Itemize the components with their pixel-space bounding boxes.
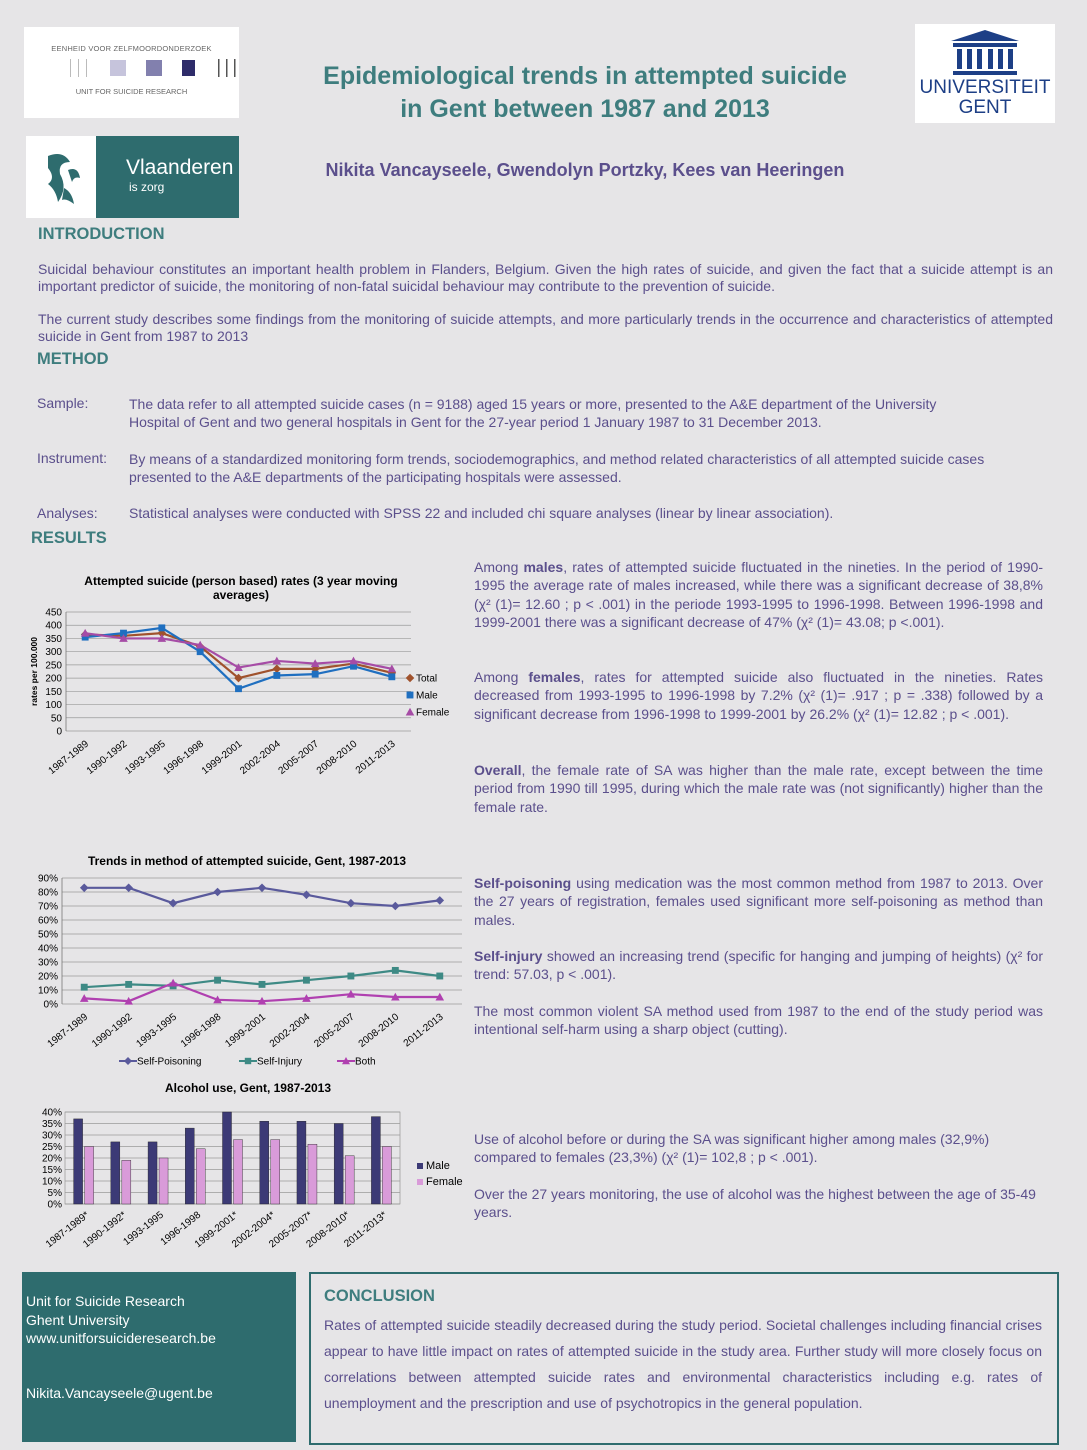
x-tick-label: 2011-2013 xyxy=(353,738,398,777)
bar-female xyxy=(308,1144,317,1204)
legend-label: Self-Injury xyxy=(257,1056,303,1068)
legend-label: Total xyxy=(416,673,438,685)
x-tick-label: 1996-1998 xyxy=(158,1209,204,1248)
results-males xyxy=(474,558,1043,631)
legend-label: Both xyxy=(355,1056,376,1068)
title-line2: in Gent between 1987 and 2013 xyxy=(400,95,770,123)
bar-female xyxy=(271,1140,280,1204)
method-heading: METHOD xyxy=(37,350,109,368)
temple-icon xyxy=(951,30,1019,76)
data-point-self-poisoning xyxy=(391,902,400,911)
results-females xyxy=(474,668,1043,723)
x-tick-label: 1996-1998 xyxy=(161,738,207,777)
legend-label: Self-Poisoning xyxy=(137,1056,202,1068)
bar-male xyxy=(74,1119,83,1204)
x-tick-label: 2005-2007 xyxy=(276,738,322,777)
vlaanderen-subword: is zorg xyxy=(129,180,165,194)
data-point-self-poisoning xyxy=(124,884,133,893)
legend-label: Female xyxy=(416,707,450,719)
bar-female xyxy=(159,1158,168,1204)
method-label-analyses: Analyses: xyxy=(37,505,98,521)
bar-male xyxy=(223,1112,232,1204)
x-tick-label: 2002-2004 xyxy=(267,1011,313,1050)
unit-suicide-research-logo xyxy=(24,27,239,118)
y-tick-label: 10% xyxy=(41,1176,62,1188)
data-point-total xyxy=(273,665,282,674)
y-tick-label: 50 xyxy=(50,713,62,725)
data-point-male xyxy=(235,685,242,692)
x-tick-label: 1990-1992* xyxy=(81,1209,129,1251)
y-tick-label: 30% xyxy=(37,957,58,969)
males-post: , rates of attempted suicide fluctuated in the nineties. In the period of 1990-1995 the average rate of males increased, while there was a significant decrease of 38,8% (χ² (1)= 12.60 ; p < .001) in the periode 1993-1995 to 1996-1998. Between 1996-1998 and 1999-2001 there was a significant decrease of 47% (χ² (1)= 43.08; p <.001). xyxy=(474,559,1043,630)
bar-female xyxy=(382,1147,391,1205)
overall-bold: Overall xyxy=(474,762,522,778)
selfpois-post: using medication was the most common method from 1987 to 2013. Over the 27 years of registration, females used significant more self-poisoning as method than males. xyxy=(474,875,1043,928)
logo-bottom-text: UNIT FOR SUICIDE RESEARCH xyxy=(75,87,188,96)
x-tick-label: 1999-2001* xyxy=(192,1209,241,1251)
y-tick-label: 5% xyxy=(47,1188,62,1199)
ugent-name xyxy=(915,78,1055,118)
poster-title xyxy=(260,60,910,126)
data-point-self-poisoning xyxy=(258,884,267,893)
results-violent: The most common violent SA method used from 1987 to the end of the study period was intentional self-harm using a sharp object (cutting). xyxy=(474,1003,1043,1038)
y-tick-label: 15% xyxy=(41,1165,62,1176)
conclusion-box xyxy=(309,1272,1059,1445)
introduction-p2: The current study describes some findings from the monitoring of suicide attempts, and more particularly trends in the occurrence and characteristics of attempted suicide in Gent from 1987 to 2013 xyxy=(38,311,1053,344)
y-tick-label: 30% xyxy=(41,1130,62,1142)
data-point-self-poisoning xyxy=(80,884,89,893)
females-post: , rates for attempted suicide also fluctuated in the nineties. Rates decreased from 1993-1995 to 1996-1998 by 7.2% (χ² (1)= .917 ; p = .338) followed by a significant decrease from 1996-1998 to 1999-2001 by 26.2% (χ² (1)= 12.82 ; p < .001). xyxy=(474,669,1043,722)
chart-title: Attempted suicide (person based) rates (3 year moving xyxy=(84,574,398,588)
chart-alcohol xyxy=(28,1078,478,1263)
legend-marker xyxy=(124,1057,132,1065)
x-tick-label: 1990-1992 xyxy=(84,738,130,777)
data-point-male xyxy=(388,673,395,680)
y-tick-label: 300 xyxy=(45,647,62,659)
x-tick-label: 1987-1989 xyxy=(45,1011,91,1050)
selfinj-post: showed an increasing trend (specific for hanging and jumping of heights) (χ² for trend: 57.03, p < .001). xyxy=(474,948,1043,983)
data-point-self-injury xyxy=(259,981,266,988)
y-tick-label: 20% xyxy=(41,1153,62,1165)
x-tick-label: 2002-2004 xyxy=(238,738,283,777)
data-point-male xyxy=(273,672,280,679)
data-point-self-injury xyxy=(214,977,221,984)
x-tick-label: 2011-2013 xyxy=(401,1011,446,1050)
bar-female xyxy=(196,1149,205,1204)
conclusion-text: Rates of attempted suicide steadily decreased during the study period. Societal challenges including financial crises appear to have little impact on rates of attempted suicide in the study area. Further study will more closely focus on correlations between attempted suicide rates and environmental characteristics including e.g. rates of unemployment and the prescription and use of psychotropics in the general population. xyxy=(324,1317,1042,1411)
y-tick-label: 40% xyxy=(41,1107,62,1119)
results-selfinjury xyxy=(474,947,1043,984)
vlaanderen-word: Vlaanderen xyxy=(126,156,234,179)
y-tick-label: 80% xyxy=(37,887,58,899)
data-point-self-injury xyxy=(81,984,88,991)
x-tick-label: 2008-2010* xyxy=(304,1209,353,1251)
y-tick-label: 90% xyxy=(37,873,58,885)
legend-label: Male xyxy=(426,1160,450,1172)
method-text-analyses: Statistical analyses were conducted with SPSS 22 and included chi square analyses (linear by linear association). xyxy=(129,505,834,521)
bar-female xyxy=(85,1147,94,1205)
y-tick-label: 35% xyxy=(41,1119,62,1130)
y-tick-label: 25% xyxy=(41,1142,62,1153)
chart-method-svg xyxy=(28,850,468,1075)
data-point-self-injury xyxy=(436,973,443,980)
x-tick-label: 2008-2010 xyxy=(314,738,360,777)
results-alcohol1: Use of alcohol before or during the SA was significant higher among males (32,9%) compared to females (23,3%) (χ² (1)= 102,8 ; p < .001). xyxy=(474,1131,990,1166)
method-label-sample: Sample: xyxy=(37,395,89,411)
chart-method xyxy=(28,850,468,1075)
y-axis-label: rates per 100.000 xyxy=(29,637,39,706)
overall-post: , the female rate of SA was higher than the male rate, except between the time period from 1990 till 1995, during which the male rate was (not significantly) higher than the female rate. xyxy=(474,762,1043,815)
results-selfpoisoning xyxy=(474,874,1043,929)
y-tick-label: 0% xyxy=(47,1199,62,1211)
bar-female xyxy=(345,1156,354,1204)
chart-rates-svg xyxy=(28,570,468,800)
y-tick-label: 60% xyxy=(37,915,58,927)
y-tick-label: 70% xyxy=(37,901,58,913)
chart-title: Trends in method of attempted suicide, Gent, 1987-2013 xyxy=(87,854,407,868)
data-point-self-injury xyxy=(347,973,354,980)
selfinj-bold: Self-injury xyxy=(474,948,543,964)
bar-male xyxy=(111,1142,120,1204)
y-tick-label: 40% xyxy=(37,943,58,955)
y-tick-label: 250 xyxy=(45,660,62,672)
contact-box xyxy=(22,1272,296,1442)
x-tick-label: 1993-1995 xyxy=(123,738,168,777)
method-label-instrument: Instrument: xyxy=(37,450,108,466)
data-point-self-injury xyxy=(125,981,132,988)
females-pre: Among xyxy=(474,669,529,685)
x-tick-label: 2011-2013* xyxy=(342,1209,390,1250)
bar-male xyxy=(185,1128,194,1204)
ugent-logo xyxy=(915,24,1055,123)
x-tick-label: 1990-1992 xyxy=(90,1011,135,1050)
title-line1: Epidemiological trends in attempted suicide xyxy=(323,62,847,90)
x-tick-label: 2002-2004* xyxy=(230,1209,278,1251)
legend-marker xyxy=(407,692,414,699)
y-tick-label: 450 xyxy=(45,607,62,619)
y-tick-label: 20% xyxy=(37,971,58,983)
y-tick-label: 100 xyxy=(45,700,62,712)
legend-marker xyxy=(406,674,415,683)
ugent-line1: UNIVERSITEIT xyxy=(919,77,1051,98)
bar-male xyxy=(297,1121,306,1204)
chart-rates xyxy=(28,570,468,800)
introduction-p1: Suicidal behaviour constitutes an important health problem in Flanders, Belgium. Given the high rates of suicide, and given the fact that a suicide attempt is an important predictor of suicide, the monitoring of non-fatal suicidal behaviour may contribute to the prevention of suicide. xyxy=(38,261,1053,294)
y-tick-label: 200 xyxy=(45,673,62,685)
series-line-total xyxy=(85,633,392,678)
y-tick-label: 150 xyxy=(45,686,62,698)
chart-title: averages) xyxy=(212,588,270,602)
method-text-sample: The data refer to all attempted suicide cases (n = 9188) aged 15 years or more, presented to the A&E department of the University Hospital of Gent and two general hospitals in Gent for the 27-year period 1 January 1987 to 31 December 2013. xyxy=(129,396,937,430)
legend-swatch xyxy=(417,1163,423,1169)
x-tick-label: 1987-1989* xyxy=(43,1209,92,1251)
legend-marker xyxy=(245,1058,251,1064)
lion-icon xyxy=(38,148,88,208)
x-tick-label: 1993-1995 xyxy=(134,1011,179,1050)
results-overall xyxy=(474,761,1043,816)
legend-label: Male xyxy=(416,690,438,702)
legend-label: Female xyxy=(426,1176,463,1188)
data-point-male xyxy=(158,624,165,631)
contact-email[interactable]: Nikita.Vancayseele@ugent.be xyxy=(26,1385,213,1401)
x-tick-label: 2008-2010 xyxy=(356,1011,402,1050)
x-tick-label: 1999-2001 xyxy=(199,738,245,777)
chart-alcohol-svg xyxy=(28,1078,478,1263)
ugent-line2: GENT xyxy=(958,97,1012,118)
x-tick-label: 1996-1998 xyxy=(178,1011,224,1050)
legend-marker xyxy=(406,708,415,716)
x-tick-label: 1987-1989 xyxy=(46,738,92,777)
data-point-self-poisoning xyxy=(435,896,444,905)
selfpois-bold: Self-poisoning xyxy=(474,875,572,891)
y-tick-label: 0 xyxy=(56,726,62,738)
bar-female xyxy=(234,1140,243,1204)
bar-female xyxy=(122,1160,131,1204)
females-bold: females xyxy=(528,669,581,685)
data-point-male xyxy=(312,671,319,678)
x-tick-label: 1999-2001 xyxy=(223,1011,268,1050)
bar-male xyxy=(334,1124,343,1205)
bar-male xyxy=(260,1121,269,1204)
x-tick-label: 1993-1995 xyxy=(121,1209,166,1248)
introduction-heading: INTRODUCTION xyxy=(38,225,165,243)
data-point-self-injury xyxy=(303,977,310,984)
conclusion-heading: CONCLUSION xyxy=(324,1287,435,1305)
y-tick-label: 400 xyxy=(45,620,62,632)
logo-top-text: EENHEID VOOR ZELFMOORDONDERZOEK xyxy=(51,44,212,53)
method-text-instrument: By means of a standardized monitoring form trends, sociodemographics, and method related characteristics of all attempted suicide cases presented to the A&E departments of the participating hospitals were assessed. xyxy=(129,451,985,485)
bar-male xyxy=(148,1142,157,1204)
x-tick-label: 2005-2007* xyxy=(267,1209,315,1251)
results-alcohol2: Over the 27 years monitoring, the use of alcohol was the highest between the age of 35-49 years. xyxy=(474,1186,1036,1221)
contact-university: Ghent University xyxy=(26,1312,130,1328)
data-point-self-injury xyxy=(392,967,399,974)
bar-male xyxy=(371,1117,380,1204)
y-tick-label: 0% xyxy=(43,999,58,1011)
x-tick-label: 2005-2007 xyxy=(312,1011,357,1050)
males-pre: Among xyxy=(474,559,524,575)
y-tick-label: 350 xyxy=(45,633,62,645)
vlaanderen-logo xyxy=(26,136,239,218)
data-point-self-poisoning xyxy=(213,888,222,897)
results-heading: RESULTS xyxy=(31,529,107,547)
logo-lines-icon xyxy=(174,59,244,77)
contact-website[interactable]: www.unitforsuicideresearch.be xyxy=(26,1330,216,1346)
contact-unit: Unit for Suicide Research xyxy=(26,1293,185,1309)
y-tick-label: 10% xyxy=(37,985,58,997)
legend-swatch xyxy=(417,1179,423,1185)
y-tick-label: 50% xyxy=(37,929,58,941)
males-bold: males xyxy=(523,559,564,575)
chart-title: Alcohol use, Gent, 1987-2013 xyxy=(164,1081,332,1095)
data-point-male xyxy=(197,648,204,655)
authors: Nikita Vancayseele, Gwendolyn Portzky, Kees van Heeringen xyxy=(325,160,845,180)
